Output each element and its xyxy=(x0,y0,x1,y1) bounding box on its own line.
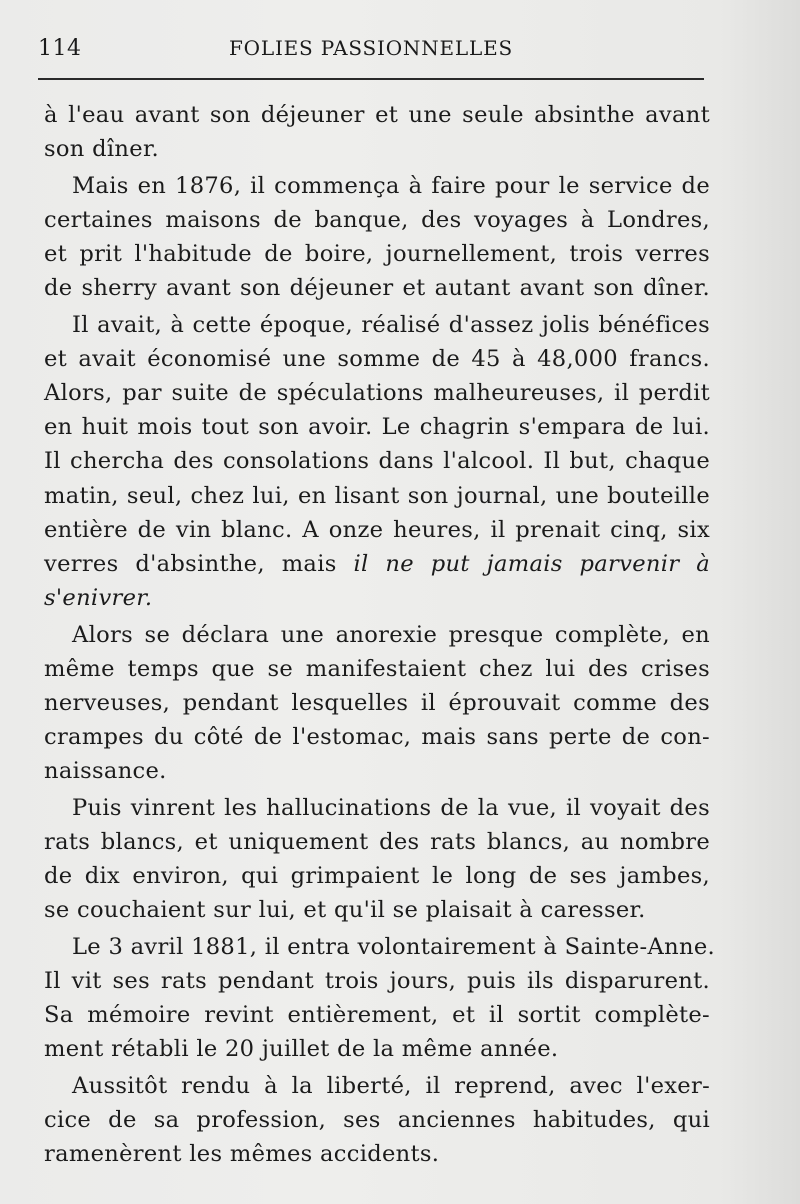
text-line: Alors, par suite de spéculations malheureuses, il perdit xyxy=(44,380,710,407)
text-line: crampes du côté de l'estomac, mais sans perte de con- xyxy=(44,723,710,750)
paragraph xyxy=(44,930,715,1066)
text-line: ramenèrent les mêmes accidents. xyxy=(44,1141,440,1168)
text-line: de sherry avant son déjeuner et autant avant son dîner. xyxy=(44,275,710,302)
text-line: à l'eau avant son déjeuner et une seule absinthe avant xyxy=(44,102,710,128)
text-line: de dix environ, qui grimpaient le long de ses jambes, xyxy=(44,863,710,890)
text-line: certaines maisons de banque, des voyages à Londres, xyxy=(44,207,710,234)
text-line: se couchaient sur lui, et qu'il se plaisait à caresser. xyxy=(44,897,646,924)
paragraph xyxy=(44,308,710,614)
paragraph xyxy=(44,618,710,788)
text-line: Il chercha des consolations dans l'alcool. Il but, chaque xyxy=(44,448,710,475)
text-line: nerveuses, pendant lesquelles il éprouvait comme des xyxy=(44,689,710,716)
text-line: Puis vinrent les hallucinations de la vue, il voyait des xyxy=(72,794,710,821)
text-line: matin, seul, chez lui, en lisant son journal, une bouteille xyxy=(44,482,710,509)
paragraph xyxy=(44,169,710,305)
paragraph xyxy=(44,791,710,927)
text-line xyxy=(44,547,710,581)
text-line: naissance. xyxy=(44,757,167,784)
italic-text-run: il ne put jamais parvenir à xyxy=(353,550,710,577)
text-run: verres d'absinthe, mais xyxy=(44,550,354,577)
text-line: et prit l'habitude de boire, journellement, trois verres xyxy=(44,241,710,268)
text-line: en huit mois tout son avoir. Le chagrin s'empara de lui. xyxy=(44,414,710,441)
paragraph xyxy=(44,98,710,166)
text-line: même temps que se manifestaient chez lui des crises xyxy=(44,655,710,682)
text-line: ment rétabli le 20 juillet de la même année. xyxy=(44,1036,559,1063)
paragraph xyxy=(44,1069,710,1171)
text-line: Sa mémoire revint entièrement, et il sortit complète- xyxy=(44,1002,710,1029)
text-line: entière de vin blanc. A onze heures, il prenait cinq, six xyxy=(44,516,710,543)
running-title: FOLIES PASSIONNELLES xyxy=(229,36,513,60)
text-line: s'enivrer. xyxy=(44,584,153,611)
page-header xyxy=(38,36,704,66)
text-line: Il avait, à cette époque, réalisé d'assez jolis bénéfices xyxy=(72,312,710,339)
text-line: cice de sa profession, ses anciennes habitudes, qui xyxy=(44,1107,710,1134)
text-line: Il vit ses rats pendant trois jours, puis ils disparurent. xyxy=(44,968,710,995)
text-line: son dîner. xyxy=(44,136,160,163)
text-line: Le 3 avril 1881, il entra volontairement à Sainte-Anne. xyxy=(72,934,715,961)
text-line: Mais en 1876, il commença à faire pour le service de xyxy=(72,173,710,200)
text-line: et avait économisé une somme de 45 à 48,000 francs. xyxy=(44,346,710,373)
text-line: Alors se déclara une anorexie presque complète, en xyxy=(72,621,710,648)
text-line: Aussitôt rendu à la liberté, il reprend, avec l'exer- xyxy=(72,1073,710,1100)
header-rule xyxy=(38,78,704,80)
text-line: rats blancs, et uniquement des rats blancs, au nombre xyxy=(44,828,710,855)
body-text xyxy=(44,98,715,1171)
page-number: 114 xyxy=(38,36,82,61)
